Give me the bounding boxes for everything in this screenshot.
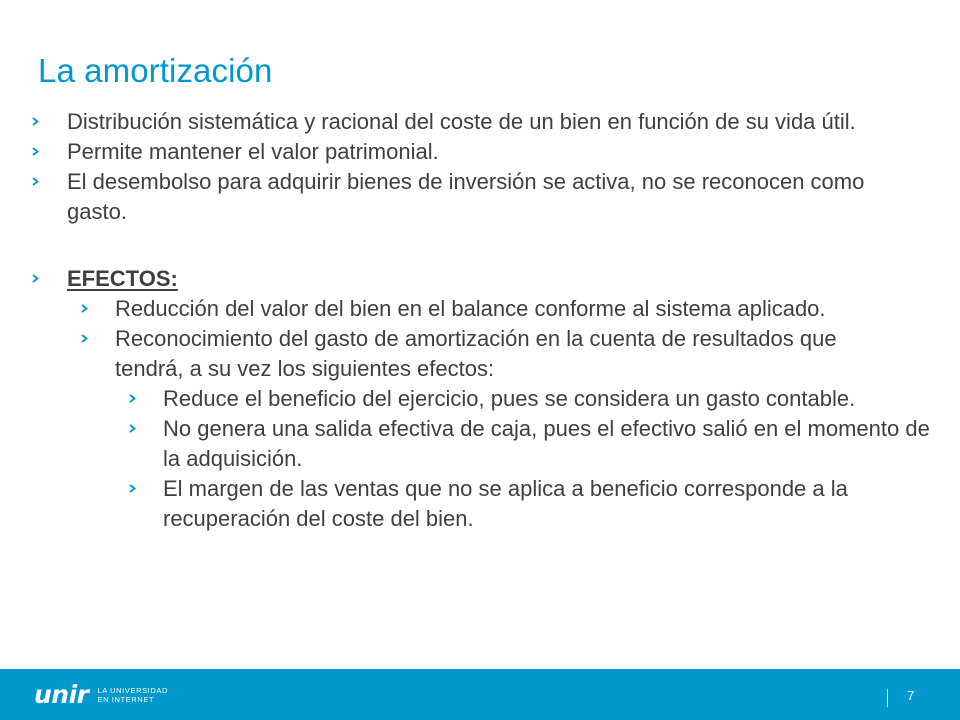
slide-title: La amortización [38, 52, 273, 89]
logo-tagline-line2: EN INTERNET [97, 695, 155, 704]
chevron-right-icon [31, 274, 40, 283]
bullet-text: Reconocimiento del gasto de amortización en la cuenta de resultados que tendrá, a su vez los siguientes efectos: [115, 326, 837, 381]
sub-bullet-item [115, 294, 885, 324]
sub-sub-bullet-item [163, 474, 938, 534]
bullet-text: El margen de las ventas que no se aplica a beneficio corresponde a la recuperación del coste del bien. [163, 476, 848, 531]
chevron-right-icon [31, 177, 40, 186]
effects-heading: EFECTOS: [67, 266, 178, 291]
bullet-text: El desembolso para adquirir bienes de inversión se activa, no se reconocen como gasto. [67, 169, 865, 224]
bullet-list [0, 107, 960, 534]
chevron-right-icon [31, 147, 40, 156]
chevron-right-icon [80, 334, 89, 343]
unir-logo [34, 680, 169, 709]
footer-bar [0, 669, 960, 720]
bullet-text: No genera una salida efectiva de caja, pues el efectivo salió en el momento de la adquisición. [163, 416, 930, 471]
chevron-right-icon [31, 117, 40, 126]
logo-tagline-line1: LA UNIVERSIDAD [97, 686, 169, 695]
bullet-text: Reduce el beneficio del ejercicio, pues se considera un gasto contable. [163, 386, 856, 411]
bullet-item [67, 167, 927, 227]
bullet-item-effects [67, 264, 927, 294]
bullet-item [67, 107, 927, 137]
chevron-right-icon [80, 304, 89, 313]
bullet-text: Reducción del valor del bien en el balance conforme al sistema aplicado. [115, 296, 826, 321]
chevron-right-icon [128, 424, 137, 433]
chevron-right-icon [128, 394, 137, 403]
logo-wordmark: unir [34, 680, 89, 709]
logo-tagline [98, 686, 169, 704]
sub-sub-bullet-item [163, 414, 938, 474]
page-number: 7 [907, 688, 915, 703]
chevron-right-icon [128, 484, 137, 493]
sub-sub-bullet-item [163, 384, 938, 414]
bullet-item [67, 137, 927, 167]
spacer [0, 227, 960, 264]
sub-bullet-item [115, 324, 885, 384]
bullet-text: Distribución sistemática y racional del coste de un bien en función de su vida útil. [67, 109, 856, 134]
bullet-text: Permite mantener el valor patrimonial. [67, 139, 439, 164]
page-separator [887, 689, 888, 707]
